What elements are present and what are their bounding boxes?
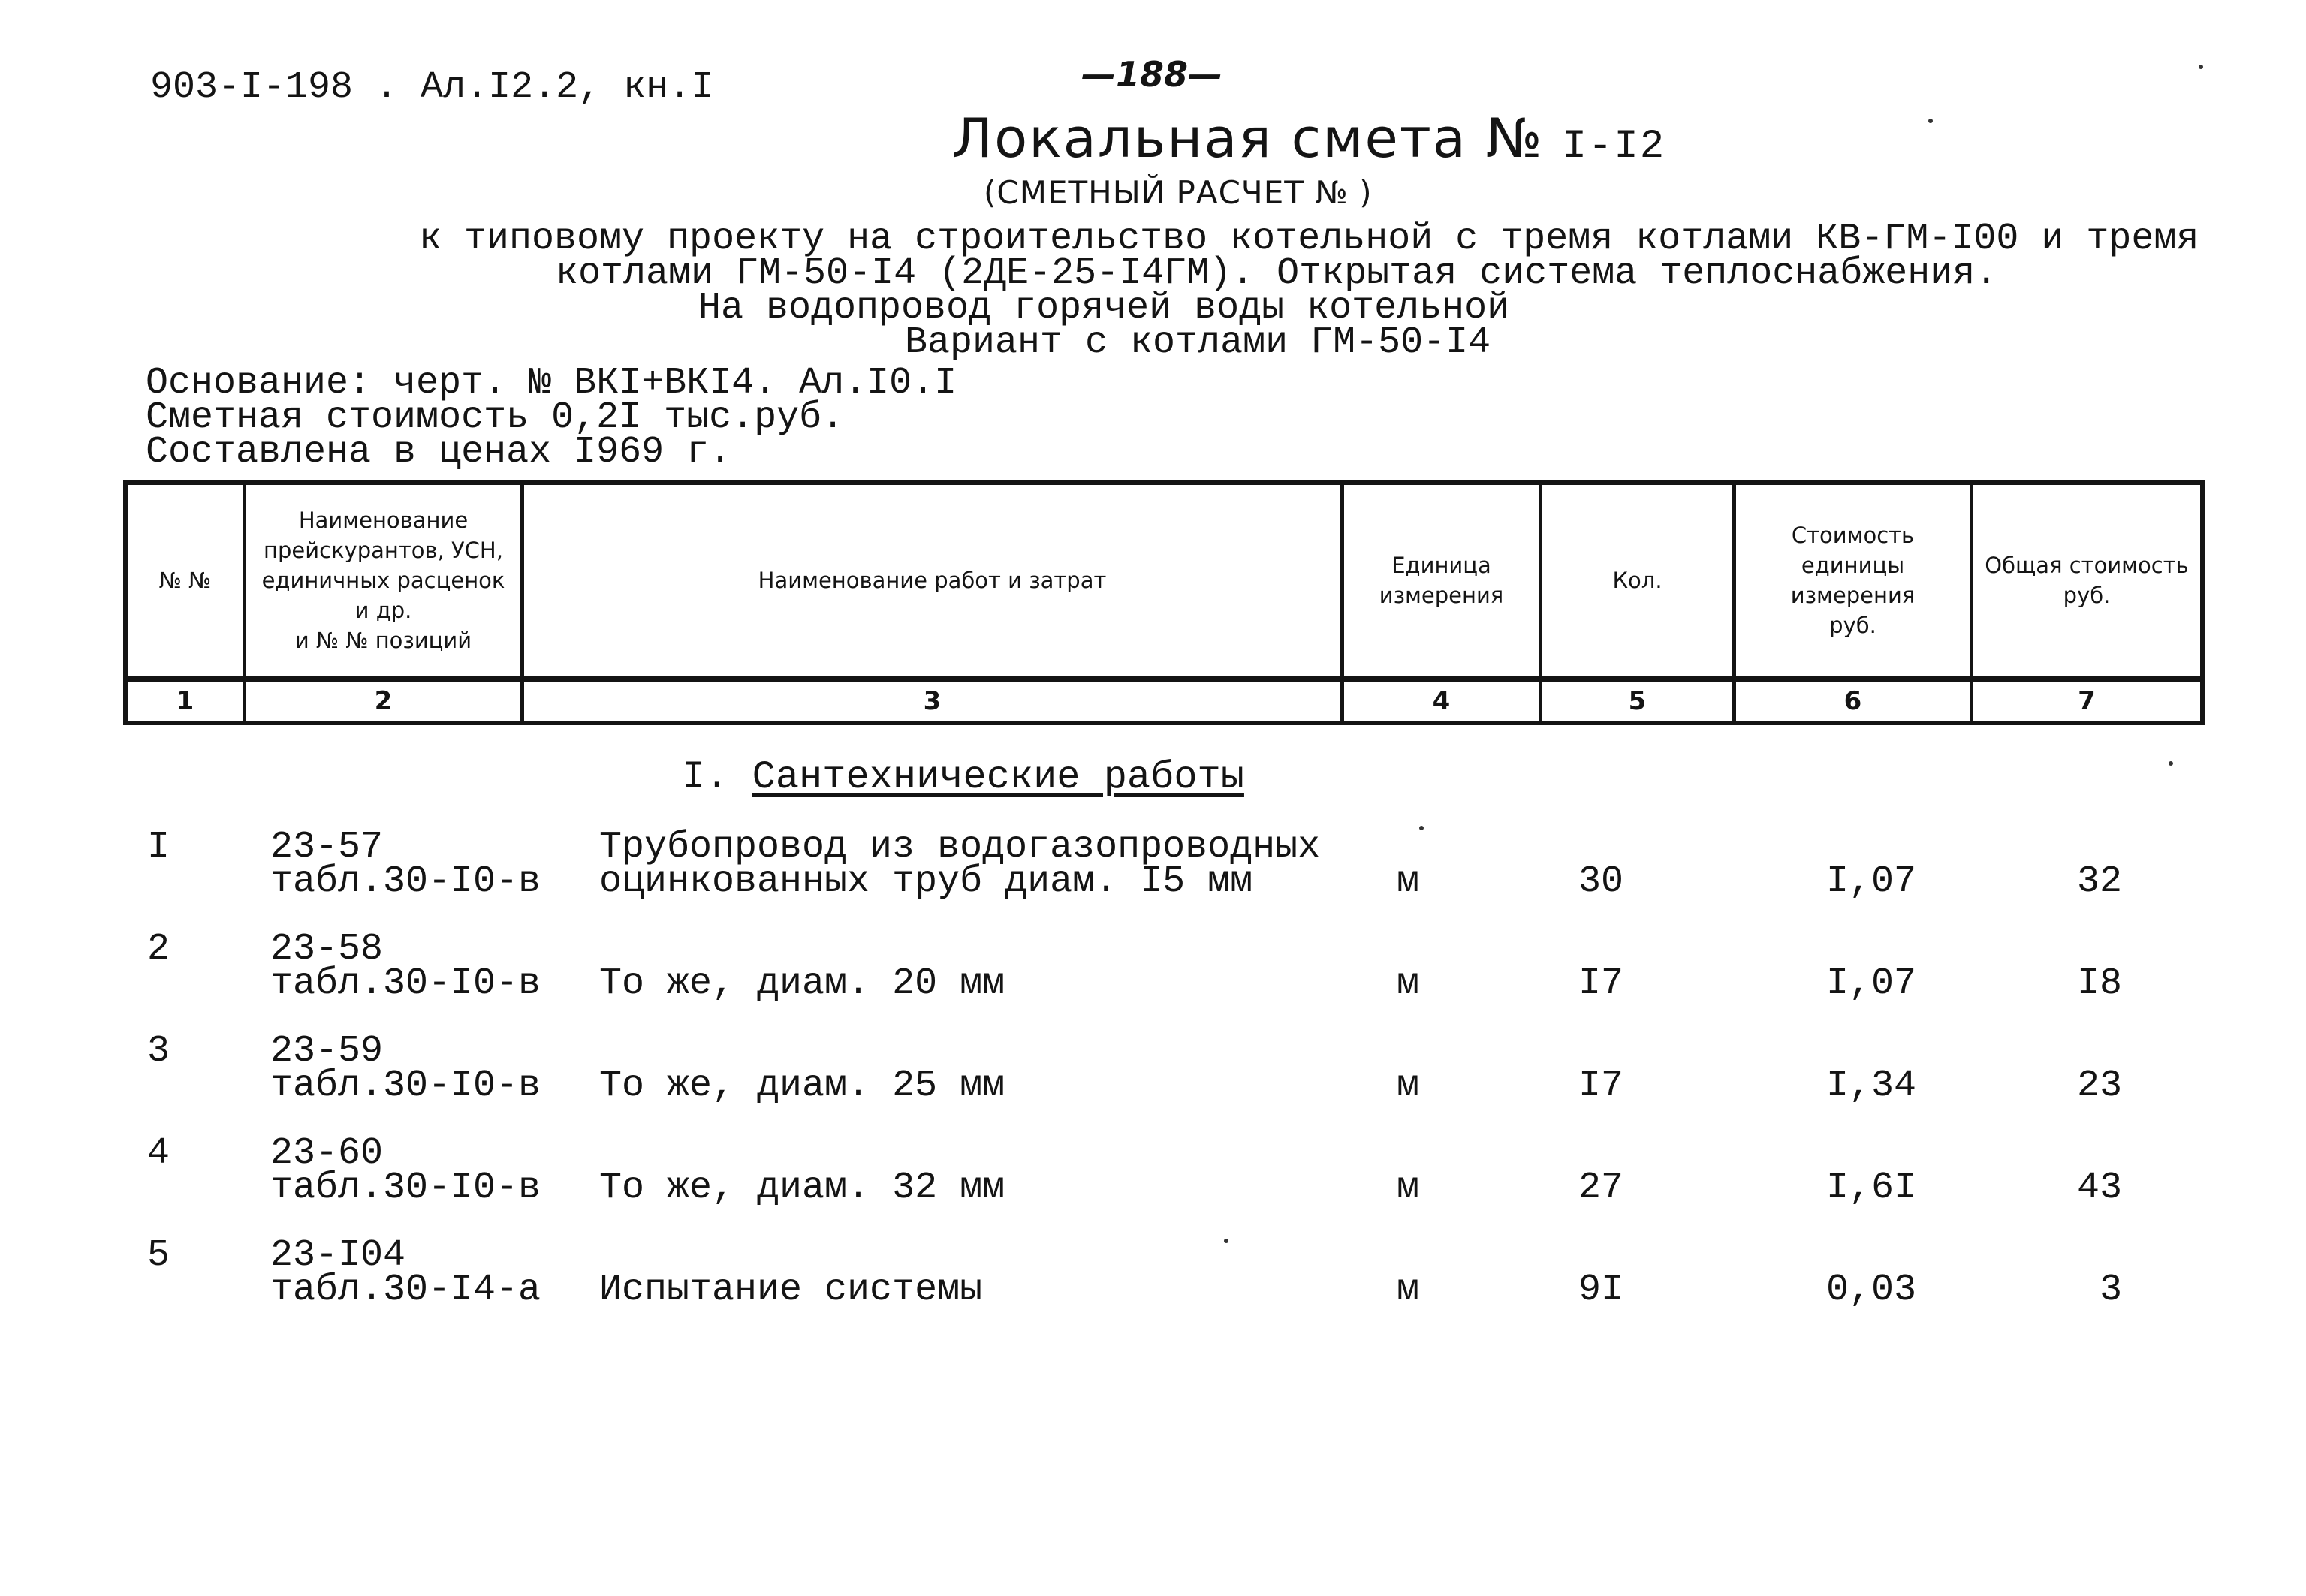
title-text: Локальная смета № [952,107,1544,170]
row-unit-cost: I,34 [1826,1065,1917,1107]
row-total-cost: 23 [2076,1065,2122,1107]
basis-drawing: Основание: черт. № ВКI+ВКI4. Ал.I0.I [146,362,957,405]
row-total-cost: 32 [2076,860,2122,903]
row-quantity: 9I [1578,1269,1624,1311]
header-col-unit-cost-main: Стоимость единицы измерения [1790,522,1916,608]
row-code: 23-58 [270,928,384,971]
row-number: 3 [147,1030,170,1073]
row-work-name: То же, диам. 32 мм [599,1167,1005,1209]
scan-speck [2169,761,2173,766]
scan-speck [2199,65,2203,69]
page-number: —188— [1081,54,1223,95]
row-quantity: 27 [1578,1167,1624,1209]
row-table-ref: табл.30-I0-в [270,1065,541,1107]
description-line-2: котлами ГМ-50-I4 (2ДЕ-25-I4ГМ). Открытая система теплоснабжения. [556,252,1998,295]
scan-speck [1928,119,1933,123]
row-table-ref: табл.30-I4-а [270,1269,541,1311]
row-table-ref: табл.30-I0-в [270,1167,541,1209]
column-index-2: 2 [246,682,524,721]
row-unit: м [1397,962,1420,1005]
column-index-5: 5 [1542,682,1736,721]
section-number: I. [682,755,729,800]
column-index-1: 1 [128,682,246,721]
section-title [682,755,1244,800]
header-col-total-cost-currency: руб. [2063,583,2111,608]
row-total-cost: 3 [2099,1269,2122,1311]
header-col-unit: Единица измерения [1344,485,1542,682]
row-unit: м [1397,860,1420,903]
row-table-ref: табл.30-I0-в [270,860,541,903]
column-index-6: 6 [1736,682,1973,721]
estimate-table-header [123,480,2205,725]
row-work-name: То же, диам. 25 мм [599,1065,1005,1107]
row-work-name: оцинкованных труб диам. I5 мм [599,860,1253,903]
row-unit: м [1397,1065,1420,1107]
basis-cost: Сметная стоимость 0,2I тыс.руб. [146,396,845,439]
column-index-7: 7 [2078,686,2096,716]
row-unit: м [1397,1167,1420,1209]
row-number: 4 [147,1132,170,1175]
row-code: 23-60 [270,1132,384,1175]
row-total-cost: 43 [2076,1167,2122,1209]
column-index-4: 4 [1344,682,1542,721]
header-col-total-cost [1973,485,2200,682]
description-line-1: к типовому проекту на строительство котельной с тремя котлами КВ-ГМ-I00 и тремя [419,218,2199,260]
row-code: 23-I04 [270,1234,406,1277]
row-number: 5 [147,1234,170,1277]
row-work-name-line1: Трубопровод из водогазопроводных [599,826,1321,869]
scan-speck [1419,826,1424,830]
scan-speck [1224,1239,1228,1243]
row-code: 23-59 [270,1030,384,1073]
document-code: 903-I-198 . Ал.I2.2, кн.I [150,66,714,109]
row-total-cost: I8 [2076,962,2122,1005]
row-unit-cost: I,6I [1826,1167,1917,1209]
row-unit-cost: I,07 [1826,962,1917,1005]
header-col-code-sub: и № № позиций [294,628,472,653]
row-work-name: Испытание системы [599,1269,983,1311]
page-title [952,107,1665,170]
header-col-unit-cost [1736,485,1973,682]
title-number: I-I2 [1562,124,1666,170]
row-unit-cost: 0,03 [1826,1269,1917,1311]
row-table-ref: табл.30-I0-в [270,962,541,1005]
header-col-work-name: Наименование работ и затрат [524,485,1344,682]
row-quantity: 30 [1578,860,1624,903]
description-line-3: На водопровод горячей воды котельной [698,287,1510,330]
row-quantity: I7 [1578,962,1624,1005]
row-quantity: I7 [1578,1065,1624,1107]
header-col-unit-cost-currency: руб. [1829,613,1876,638]
subtitle: (СМЕТНЫЙ РАСЧЕТ № ) [984,174,1373,211]
header-col-code-main: Наименование прейскурантов, УСН, единичных расценок и др. [261,507,505,623]
header-col-total-cost-main: Общая стоимость [1985,553,2189,578]
row-code: 23-57 [270,826,384,869]
header-col-code [246,485,524,682]
row-number: 2 [147,928,170,971]
row-unit-cost: I,07 [1826,860,1917,903]
row-work-name: То же, диам. 20 мм [599,962,1005,1005]
description-line-4: Вариант с котлами ГМ-50-I4 [905,321,1491,364]
header-col-number: № № [128,485,246,682]
basis-prices-year: Составлена в ценах I969 г. [146,431,732,474]
column-index-3: 3 [524,682,1344,721]
header-col-quantity: Кол. [1542,485,1736,682]
row-number: I [147,826,170,869]
row-unit: м [1397,1269,1420,1311]
section-name: Сантехнические работы [752,755,1244,800]
